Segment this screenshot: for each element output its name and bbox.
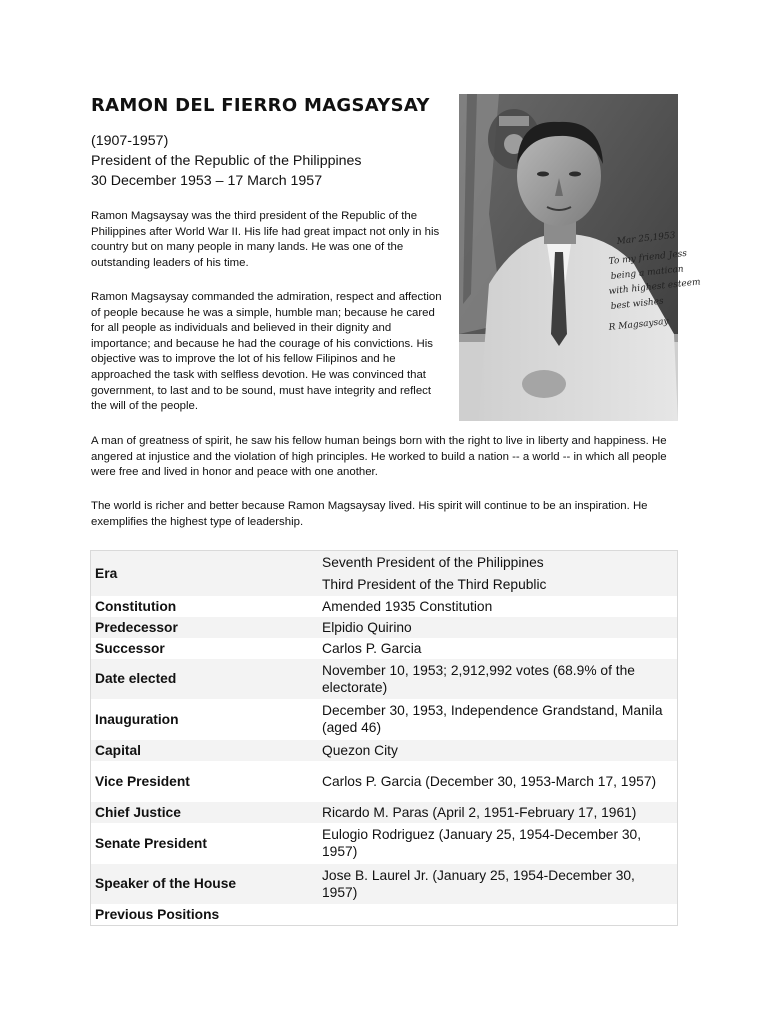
table-row (91, 864, 678, 904)
table-label: Capital (91, 740, 312, 761)
table-label: Speaker of the House (91, 864, 312, 904)
subheading-block (91, 131, 451, 191)
table-label: Senate President (91, 823, 312, 864)
table-value: Quezon City (311, 740, 678, 761)
svg-text:To my friend Jess: To my friend Jess (608, 248, 688, 267)
table-row (91, 802, 678, 823)
table-value: Seventh President of the Philippines (311, 551, 678, 574)
table-row (91, 761, 678, 802)
table-row (91, 596, 678, 617)
table-value: Ricardo M. Paras (April 2, 1951-February 17, 1961) (311, 802, 678, 823)
table-value: November 10, 1953; 2,912,992 votes (68.9% of the electorate) (311, 659, 678, 699)
table-label: Date elected (91, 659, 312, 699)
table-value: Carlos P. Garcia (311, 638, 678, 659)
info-table (90, 550, 678, 926)
paragraph-admiration: Ramon Magsaysay commanded the admiration, respect and affection of people because he was a simple, humble man; because he cared for all people as individuals and believed in their dignity and importance; and because he had the courage of his convictions. His objective was to improve the lot of his fellow Filipinos and he approached the task with selfless devotion. He was convinced that government, to last and to be sound, must have integrity and reflect the will of the people. (91, 291, 442, 413)
table-row (91, 904, 678, 926)
table-label: Previous Positions (91, 904, 312, 926)
table-value: Jose B. Laurel Jr. (January 25, 1954-December 30, 1957) (311, 864, 678, 904)
life-years: (1907-1957) (91, 133, 169, 149)
paragraph-legacy: The world is richer and better because Ramon Magsaysay lived. His spirit will continue to be an inspiration. He exemplifies the highest type of leadership. (91, 500, 648, 528)
table-row (91, 699, 678, 740)
table-value: Elpidio Quirino (311, 617, 678, 638)
table-label: Successor (91, 638, 312, 659)
table-row (91, 740, 678, 761)
table-value: Third President of the Third Republic (311, 574, 678, 596)
table-label: Inauguration (91, 699, 312, 740)
svg-text:Mar 25,1953: Mar 25,1953 (616, 230, 676, 247)
page-title: RAMON DEL FIERRO MAGSAYSAY (91, 95, 430, 116)
paragraph-intro: Ramon Magsaysay was the third president of the Republic of the Philippines after World War II. His life had great impact not only in his country but on many people in many lands. He was one of the outstanding leaders of his time. (91, 210, 440, 269)
office-title: President of the Republic of the Philippines (91, 153, 362, 169)
table-row (91, 823, 678, 864)
term-dates: 30 December 1953 – 17 March 1957 (91, 173, 323, 189)
table-value: Eulogio Rodriguez (January 25, 1954-December 30, 1957) (311, 823, 678, 864)
table-value: Carlos P. Garcia (December 30, 1953-March 17, 1957) (311, 761, 678, 802)
table-value (311, 904, 678, 926)
table-row (91, 638, 678, 659)
svg-text:R Magsaysay: R Magsaysay (608, 316, 670, 333)
table-label: Chief Justice (91, 802, 312, 823)
svg-text:with highest esteem: with highest esteem (608, 277, 702, 297)
paragraph-greatness: A man of greatness of spirit, he saw his fellow human beings born with the right to live in liberty and happiness. He angered at injustice and the violation of high principles. He worked to build a nation -- a world -- in which all people were free and lived in honor and peace with one another. (91, 435, 667, 479)
table-row (91, 659, 678, 699)
table-label: Era (91, 551, 312, 596)
table-value: December 30, 1953, Independence Grandstand, Manila (aged 46) (311, 699, 678, 740)
table-row-era-1 (91, 551, 678, 574)
table-label: Constitution (91, 596, 312, 617)
svg-text:being a matican: being a matican (610, 264, 685, 282)
table-row (91, 617, 678, 638)
table-value: Amended 1935 Constitution (311, 596, 678, 617)
table-label: Vice President (91, 761, 312, 802)
portrait-photo (459, 94, 702, 421)
svg-text:best wishes: best wishes (610, 296, 665, 312)
table-label: Predecessor (91, 617, 312, 638)
